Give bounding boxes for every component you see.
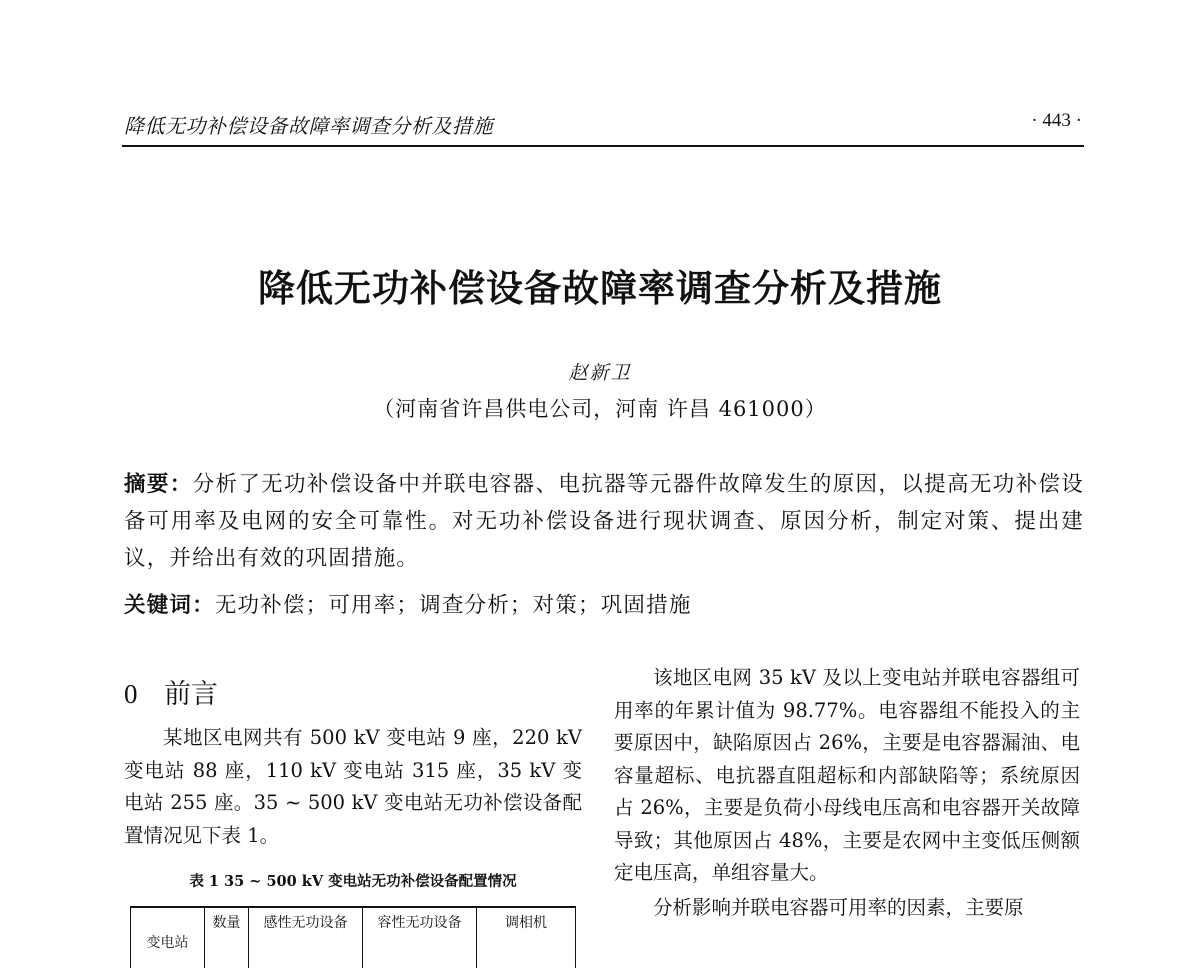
abstract [124, 466, 1084, 577]
table-1 [130, 906, 576, 968]
running-header-title: 降低无功补偿设备故障率调查分析及措施 [124, 114, 493, 138]
abstract-text: 分析了无功补偿设备中并联电容器、电抗器等元器件故障发生的原因，以提高无功补偿设备可用率及电网的安全可靠性。对无功补偿设备进行现状调查、原因分析，制定对策、提出建议，并给出有效的巩固措施。 [124, 472, 1084, 571]
table-header-inductive: 感性无功设备 [249, 908, 363, 968]
keywords [124, 589, 1084, 623]
intro-paragraph: 某地区电网共有 500 kV 变电站 9 座，220 kV 变电站 88 座，110 kV 变电站 315 座，35 kV 变电站 255 座。35 ~ 500 kV 变电站无功补偿设备配置情况见下表 1。 [124, 726, 582, 847]
page-number: · 443 · [1031, 110, 1082, 131]
right-column [614, 662, 1080, 926]
abstract-label: 摘要： [124, 472, 193, 497]
section-heading-intro [124, 672, 218, 711]
keywords-text: 无功补偿；可用率；调查分析；对策；巩固措施 [214, 593, 692, 618]
article-title: 降低无功补偿设备故障率调查分析及措施 [258, 266, 942, 310]
table-header-condenser: 调相机 [505, 915, 547, 931]
right-paragraph-1: 该地区电网 35 kV 及以上变电站并联电容器组可用率的年累计值为 98.77%。电容器组不能投入的主要原因中，缺陷原因占 26%，主要是电容器漏油、电容量超标、电抗器直阻超标和内部缺陷等；系统原因占 26%，主要是负荷小母线电压高和电容器开关故障导致；其他原因占 48%，主要是农网中主变低压侧额定电压高，单组容量大。 [614, 666, 1080, 884]
right-paragraph-2: 分析影响并联电容器可用率的因素，主要原 [653, 895, 1024, 919]
author: 赵新卫 [568, 362, 632, 384]
section-number: 0 [124, 679, 138, 709]
table-header-station: 变电站 [131, 908, 205, 968]
table-header-count: 数量 [205, 908, 249, 968]
affiliation: （河南省许昌供电公司，河南 许昌 461000） [373, 397, 827, 421]
keywords-label: 关键词： [124, 593, 215, 618]
table-header-capacitive: 容性无功设备 [363, 908, 477, 968]
header-rule [122, 145, 1084, 147]
table-caption: 表 1 35 ~ 500 kV 变电站无功补偿设备配置情况 [189, 873, 517, 890]
section-title: 前言 [164, 679, 218, 710]
